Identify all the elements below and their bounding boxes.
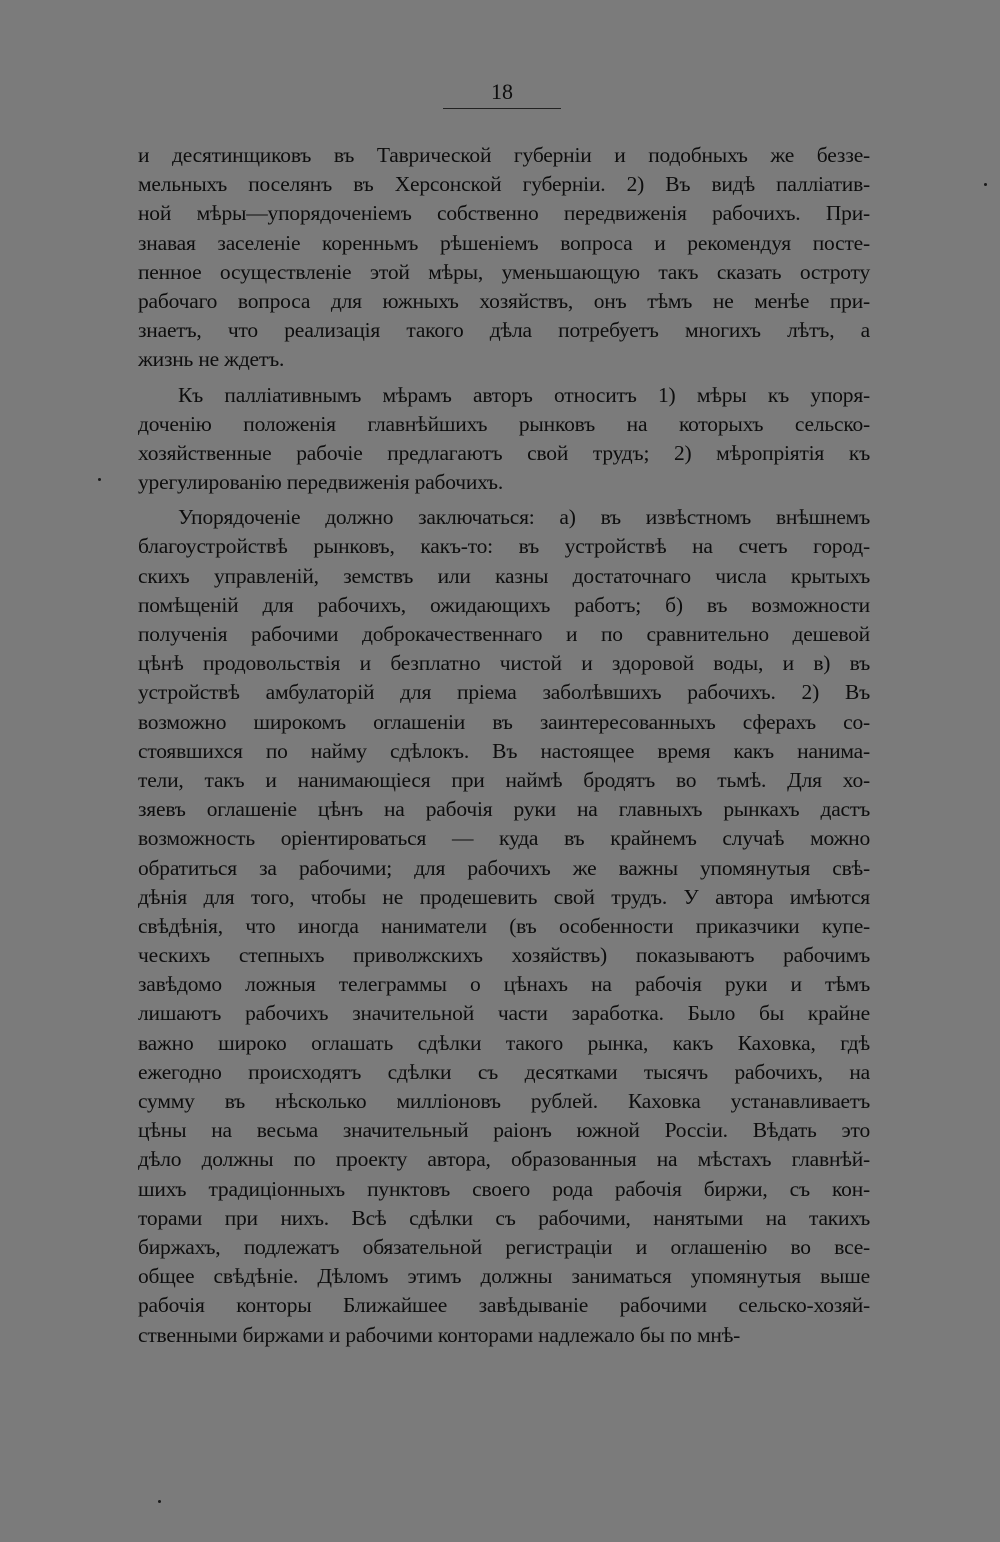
text-line: доченію положенія главнѣйшихъ рынковъ на которыхъ сельско- xyxy=(138,411,870,436)
text-line: знавая заселеніе коренньмъ рѣшеніемъ вопроса и рекомендуя посте- xyxy=(138,230,870,255)
text-line: дѣнія для того, чтобы не продешевить свой трудъ. У автора имѣются xyxy=(138,884,870,909)
paragraph xyxy=(138,503,870,1349)
page-number: 18 xyxy=(491,79,513,104)
text-line: зяевъ оглашеніе цѣнъ на рабочія руки на главныхъ рынкахъ дастъ xyxy=(138,797,870,822)
text-line: свѣдѣнія, что иногда наниматели (въ особенности приказчики купе- xyxy=(138,913,870,938)
text-line: шихъ традиціонныхъ пунктовъ своего рода рабочія биржи, съ кон- xyxy=(138,1176,870,1201)
text-line: стоявшихся по найму сдѣлокъ. Въ настоящее время какъ нанима- xyxy=(138,738,870,763)
header-rule xyxy=(443,108,561,109)
text-line: пенное осуществленіе этой мѣры, уменьшающую такъ сказать остроту xyxy=(138,259,870,284)
text-line: рабочія конторы Ближайшее завѣдываніе рабочими сельско-хозяй- xyxy=(138,1293,870,1318)
text-line: сумму въ нѣсколько милліоновъ рублей. Каховка устанавливаетъ xyxy=(138,1089,870,1113)
text-line: ственными биржами и рабочими конторами надлежало бы по мнѣ- xyxy=(138,1322,741,1347)
text-line: помѣщеній для рабочихъ, ожидающихъ работъ; б) въ возможности xyxy=(138,592,870,617)
page-body xyxy=(138,141,870,1356)
text-line: лишаютъ рабочихъ значительной части заработка. Было бы крайне xyxy=(138,1001,870,1026)
text-line: и десятинщиковъ въ Таврической губерніи и подобныхъ же беззе- xyxy=(138,143,870,167)
text-line: Къ палліативнымъ мѣрамъ авторъ относитъ 1) мѣры къ упоря- xyxy=(178,382,870,407)
text-line: жизнь не ждетъ. xyxy=(138,347,285,372)
page-header xyxy=(442,78,562,109)
text-line: полученія рабочими доброкачественнаго и по сравнительно дешевой xyxy=(138,622,870,646)
paragraph xyxy=(138,141,870,375)
text-line: рабочаго вопроса для южныхъ хозяйствъ, онъ тѣмъ не менѣе при- xyxy=(138,288,870,313)
text-line: скихъ управленій, земствъ или казны достаточнаго числа крытыхъ xyxy=(138,563,870,588)
text-line: знаетъ, что реализація такого дѣла потребуетъ многихъ лѣтъ, а xyxy=(138,318,870,343)
text-line: тели, такъ и нанимающіеся при наймѣ бродятъ во тьмѣ. Для хо- xyxy=(138,767,870,792)
margin-speck xyxy=(984,183,987,186)
text-line: важно широко оглашать сдѣлки такого рынка, какъ Каховка, гдѣ xyxy=(138,1030,870,1055)
paragraph xyxy=(138,381,870,498)
text-line: ежегодно происходятъ сдѣлки съ десятками тысячъ рабочихъ, на xyxy=(138,1059,870,1084)
text-line: урегулированію передвиженія рабочихъ. xyxy=(138,470,504,495)
text-line: хозяйственные рабочіе предлагаютъ свой трудъ; 2) мѣропріятія къ xyxy=(138,440,870,465)
text-line: благоустройствѣ рынковъ, какъ-то: въ устройствѣ на счетъ город- xyxy=(138,534,870,559)
margin-speck xyxy=(158,1500,161,1503)
text-line: дѣло должны по проекту автора, образованныя на мѣстахъ главнѣй- xyxy=(138,1147,870,1172)
text-line: Упорядоченіе должно заключаться: а) въ извѣстномъ внѣшнемъ xyxy=(178,505,870,530)
text-line: возможность оріентироваться — куда въ крайнемъ случаѣ можно xyxy=(138,826,870,851)
text-line: ческихъ степныхъ приволжскихъ хозяйствъ) показываютъ рабочимъ xyxy=(138,943,870,968)
text-line: мельныхъ поселянъ въ Херсонской губерніи. 2) Въ видѣ паллiатив- xyxy=(138,172,870,197)
text-line: ной мѣры—упорядоченіемъ собственно передвиженія рабочихъ. При- xyxy=(138,201,870,226)
text-line: биржахъ, подлежатъ обязательной регистраціи и оглашенію во все- xyxy=(138,1234,870,1259)
text-line: возможно широкомъ оглашеніи въ заинтересованныхъ сферахъ со- xyxy=(138,709,870,734)
text-line: обратиться за рабочими; для рабочихъ же важны упомянутыя свѣ- xyxy=(138,855,870,880)
text-line: общее свѣдѣніе. Дѣломъ этимъ должны заниматься упомянутыя выше xyxy=(138,1264,870,1289)
text-line: цѣны на весьма значительный раіонъ южной Россіи. Вѣдать это xyxy=(138,1118,870,1143)
text-line: устройствѣ амбулаторій для пріема заболѣвшихъ рабочихъ. 2) Въ xyxy=(138,680,870,705)
text-line: завѣдомо ложныя телеграммы о цѣнахъ на рабочія руки и тѣмъ xyxy=(138,972,870,997)
text-line: цѣнѣ продовольствія и безплатно чистой и здоровой воды, и в) въ xyxy=(138,651,870,676)
text-line: торами при нихъ. Всѣ сдѣлки съ рабочими, нанятыми на такихъ xyxy=(138,1205,870,1230)
margin-speck xyxy=(98,478,101,481)
